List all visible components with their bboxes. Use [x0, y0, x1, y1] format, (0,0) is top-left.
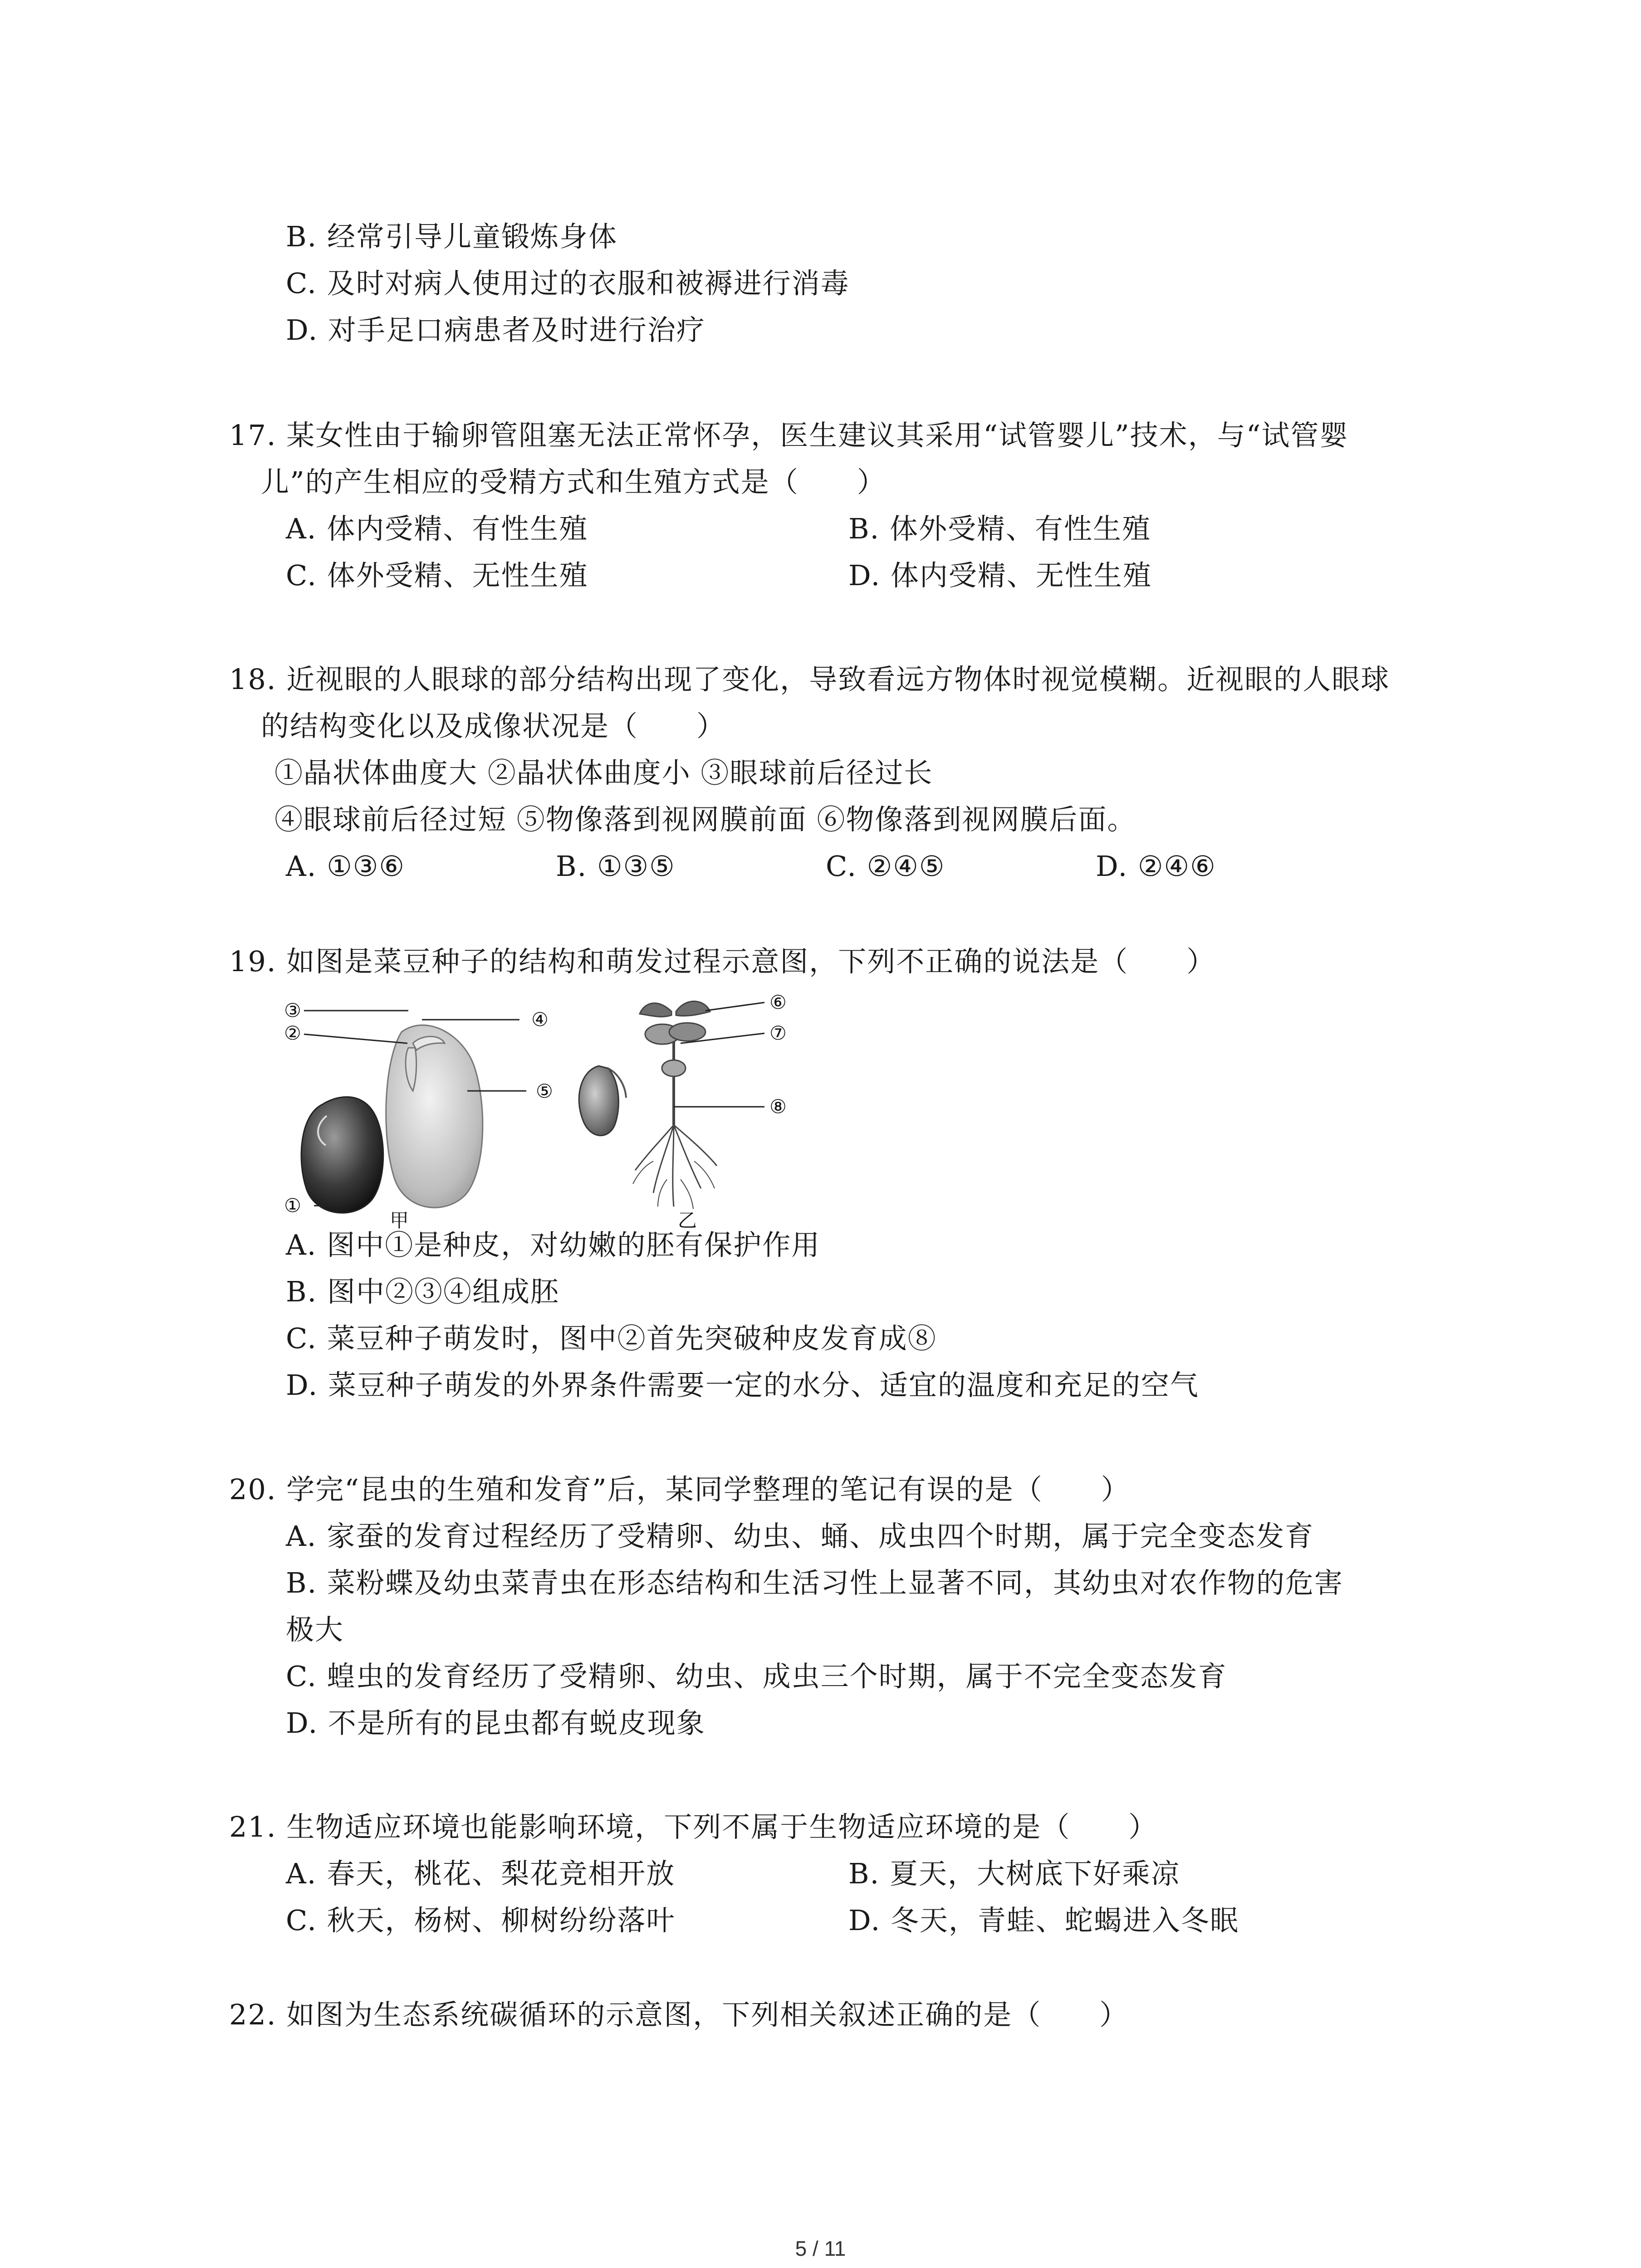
whole-seed: [301, 1097, 383, 1213]
q19-stem: 19. 如图是菜豆种子的结构和萌发过程示意图，下列不正确的说法是（ ）: [229, 945, 1216, 978]
seedling-label-6: ⑥: [769, 991, 787, 1013]
q21-option-b: B. 夏天，大树底下好乘凉: [848, 1857, 1180, 1890]
q19-option-d: D. 菜豆种子萌发的外界条件需要一定的水分、适宜的温度和充足的空气: [286, 1369, 1199, 1402]
seedling-label-8: ⑧: [769, 1095, 787, 1118]
q20-stem: 20. 学完“昆虫的生殖和发育”后，某同学整理的笔记有误的是（ ）: [229, 1473, 1130, 1506]
q19-option-c: C. 菜豆种子萌发时，图中②首先突破种皮发育成⑧: [286, 1322, 937, 1355]
germinating-seed: [579, 1066, 626, 1135]
q16-option-b: B. 经常引导儿童锻炼身体: [286, 220, 617, 253]
figure-caption-jia: 甲: [389, 1210, 409, 1231]
seedling: [633, 1001, 717, 1209]
seed-label-4: ④: [531, 1008, 549, 1031]
q21-stem: 21. 生物适应环境也能影响环境，下列不属于生物适应环境的是（ ）: [229, 1810, 1158, 1843]
seed-label-5: ⑤: [536, 1080, 553, 1102]
q18-items-line2: ④眼球前后径过短 ⑤物像落到视网膜前面 ⑥物像落到视网膜后面。: [274, 803, 1136, 836]
q20-option-b-line1: B. 菜粉蝶及幼虫菜青虫在形态结构和生活习性上显著不同，其幼虫对农作物的危害: [286, 1566, 1343, 1599]
q21-option-a: A. 春天，桃花、梨花竞相开放: [286, 1857, 676, 1890]
seedling-leader-lines: [674, 1002, 764, 1107]
q20-option-d: D. 不是所有的昆虫都有蜕皮现象: [286, 1706, 705, 1740]
opened-seed: [386, 1025, 483, 1207]
q17-stem-line1: 17. 某女性由于输卵管阻塞无法正常怀孕，医生建议其采用“试管婴儿”技术，与“试管婴: [229, 419, 1349, 452]
q19-option-a: A. 图中①是种皮，对幼嫩的胚有保护作用: [286, 1228, 821, 1261]
q21-option-c: C. 秋天，杨树、柳树纷纷落叶: [286, 1904, 676, 1937]
q19-option-b: B. 图中②③④组成胚: [286, 1275, 559, 1308]
q17-option-b: B. 体外受精、有性生殖: [848, 512, 1151, 545]
q20-option-b-line2: 极大: [286, 1613, 344, 1646]
page-number: 5 / 11: [795, 2237, 846, 2260]
seed-label-1: ①: [284, 1194, 301, 1217]
q22-stem: 22. 如图为生态系统碳循环的示意图，下列相关叙述正确的是（ ）: [229, 1998, 1129, 2031]
q16-option-d: D. 对手足口病患者及时进行治疗: [286, 313, 705, 347]
q18-option-b: B. ①③⑤: [556, 850, 676, 883]
q18-stem-line2: 的结构变化以及成像状况是（ ）: [261, 709, 726, 743]
q16-option-c: C. 及时对病人使用过的衣服和被褥进行消毒: [286, 267, 850, 300]
q18-option-a: A. ①③⑥: [286, 850, 405, 883]
q17-stem-line2: 儿”的产生相应的受精方式和生殖方式是（ ）: [261, 465, 886, 499]
seed-label-3: ③: [284, 999, 301, 1022]
q18-option-d: D. ②④⑥: [1096, 850, 1216, 883]
seed-label-2: ②: [284, 1022, 301, 1044]
q17-option-c: C. 体外受精、无性生殖: [286, 559, 588, 592]
q18-items-line1: ①晶状体曲度大 ②晶状体曲度小 ③眼球前后径过长: [274, 756, 933, 789]
q20-option-c: C. 蝗虫的发育经历了受精卵、幼虫、成虫三个时期，属于不完全变态发育: [286, 1660, 1227, 1693]
q17-option-a: A. 体内受精、有性生殖: [286, 512, 588, 545]
bean-seed-germination-figure: [272, 989, 862, 1234]
figure-caption-yi: 乙: [677, 1210, 697, 1231]
q18-option-c: C. ②④⑤: [826, 850, 945, 883]
q21-option-d: D. 冬天，青蛙、蛇蝎进入冬眠: [848, 1904, 1239, 1937]
q18-stem-line1: 18. 近视眼的人眼球的部分结构出现了变化，导致看远方物体时视觉模糊。近视眼的人眼球: [229, 663, 1390, 696]
q17-option-d: D. 体内受精、无性生殖: [848, 559, 1152, 592]
seedling-label-7: ⑦: [769, 1022, 787, 1044]
q20-option-a: A. 家蚕的发育过程经历了受精卵、幼虫、蛹、成虫四个时期，属于完全变态发育: [286, 1520, 1314, 1553]
